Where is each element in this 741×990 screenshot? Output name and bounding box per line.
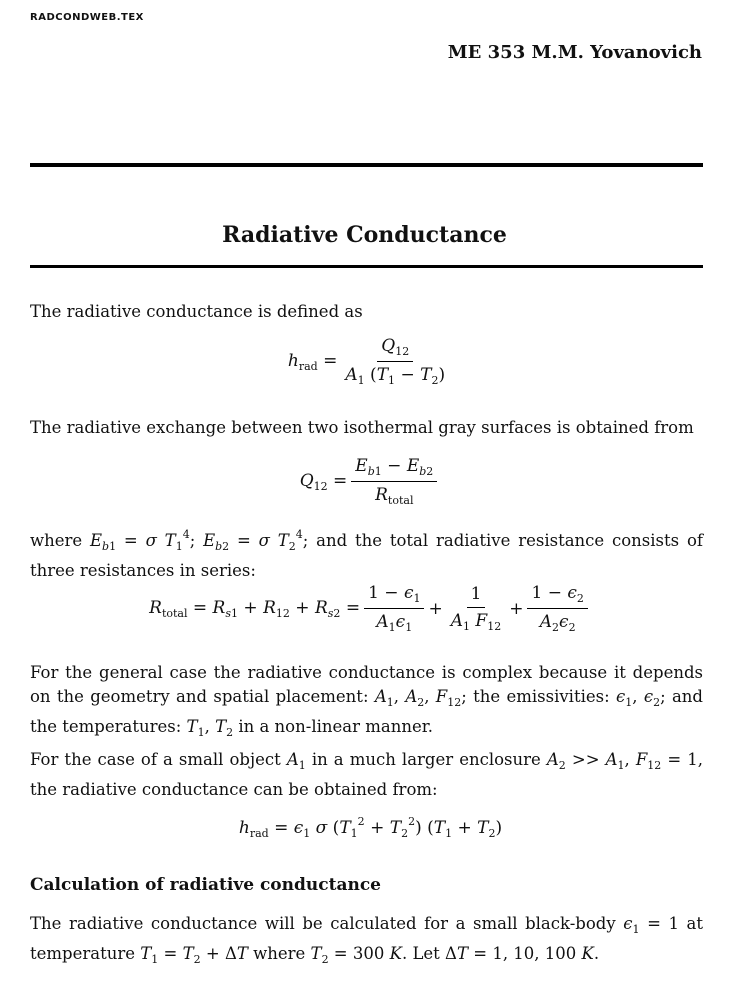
paragraph-exchange: The radiative exchange between two isothermal gray surfaces is obtained from	[30, 418, 694, 437]
course-header: ME 353 M.M. Yovanovich	[447, 42, 702, 63]
section-heading: Calculation of radiative conductance	[30, 875, 381, 895]
filename-label: RADCONDWEB.TEX	[30, 12, 144, 23]
paragraph-general-case: For the general case the radiative conductance is complex because it depends on the geometry and spatial placement: $A_1$, $A_2$, $F_{12}$; the emissivities: $\epsilon_1$, $\epsilon_2$; and the temperatures: $T_1$, $T_2$ in a non-linear manner.	[30, 663, 703, 739]
equation-q12: $Q_{12}$ = $\frac{E_{b1} - E_{b2}}{R_{total}}$	[0, 456, 741, 507]
equation-rtotal: $R_{total} = R_{s1} + R_{12} + R_{s2}$ = $\frac{1 - \epsilon_1}{A_1\epsilon_1}$ + $\frac{1}{A_1 F_{12}}$ + $\frac{1 - \epsilon_2}{A_2\epsilon_2}$	[0, 583, 741, 634]
paragraph-resistances: where $E_{b1} = \sigma$ $T_1^4$; $E_{b2} = \sigma$ $T_2^4$; and the total radiative resistance consists of three resistances in series:	[30, 528, 703, 580]
title-rule	[30, 265, 703, 268]
equation-hrad-definition: $h_{rad}$ = $\frac{Q_{12}}{A_1 (T_1 - T_2)}$	[287, 336, 446, 387]
equation-hrad-small-object: $h_{rad} = \epsilon_1$ σ $(T_1^2 + T_2^2) (T_1 + T_2)$	[238, 815, 503, 840]
paragraph-calculation: The radiative conductance will be calculated for a small black-body $\epsilon_1 = 1$ at temperature $T_1 = T_2 + \Delta T$ where $T_2 = 300$ K. Let ΔT = 1, 10, 100 K.	[30, 914, 703, 966]
paragraph-definition: The radiative conductance is defined as	[30, 302, 363, 321]
resistance-text: and the total radiative resistance consists of three resistances in series:	[30, 531, 703, 580]
where-word: where	[30, 531, 83, 550]
page-title: Radiative Conductance	[222, 222, 507, 248]
top-rule	[30, 163, 703, 167]
paragraph-small-object: For the case of a small object $A_1$ in a much larger enclosure $A_2 >> A_1$, $F_{12} = 1$, the radiative conductance can be obtained from:	[30, 750, 704, 799]
